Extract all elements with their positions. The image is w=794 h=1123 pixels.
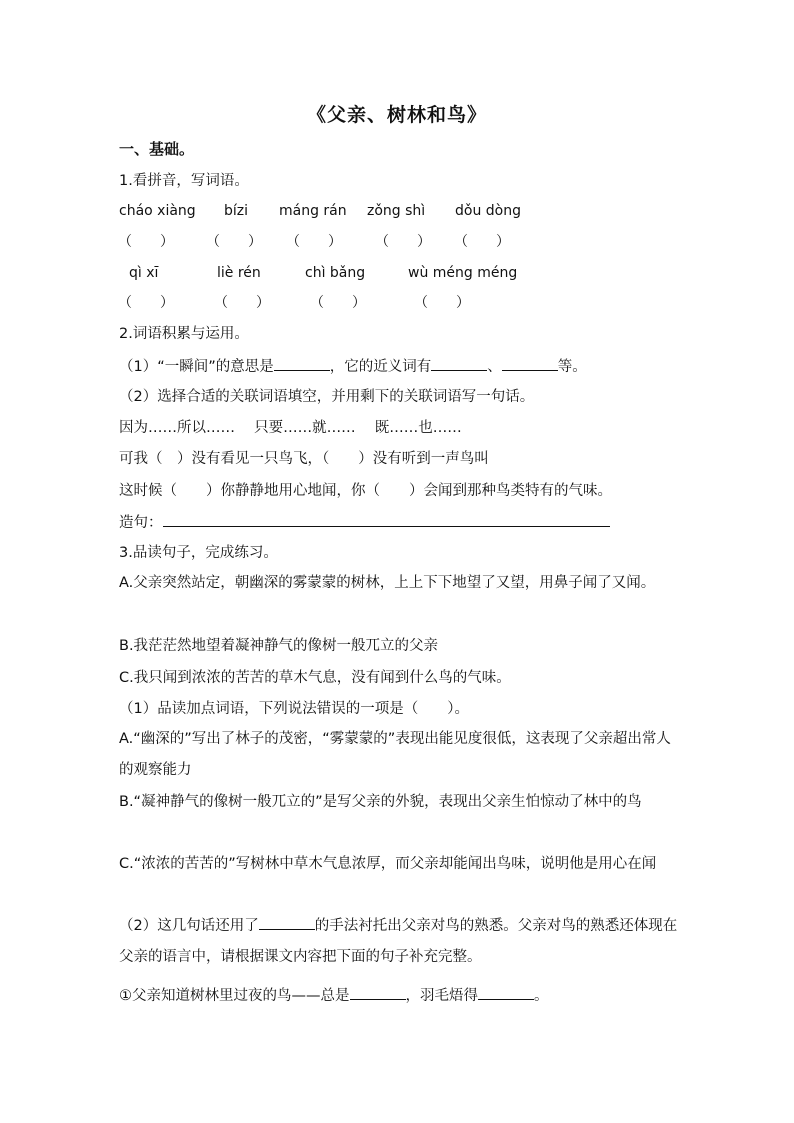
question-3: 3.品读句子，完成练习。: [119, 545, 278, 561]
option-b: B.“凝神静气的像树一般兀立的”是写父亲的外貌，表现出父亲生怕惊动了林中的鸟: [119, 794, 642, 810]
question-3-1: （1）品读加点词语，下列说法错误的一项是（ ）。: [119, 701, 469, 717]
fill-sentence-2: 这时候（ ）你静静地用心地闻，你（ ）会闻到那种鸟类特有的气味。: [119, 483, 612, 499]
page-title: 《父亲、树林和鸟》: [306, 104, 487, 126]
text: ①父亲知道树林里过夜的鸟——总是: [119, 988, 350, 1004]
pinyin-item: wù méng méng: [408, 265, 518, 281]
answer-blank[interactable]: （ ）: [214, 295, 270, 311]
text: ，它的近义词有: [329, 359, 432, 375]
answer-blank[interactable]: （ ）: [414, 295, 470, 311]
fill-sentence-1: 可我（ ）没有看见一只鸟飞，（ ）没有听到一声鸟叫: [119, 451, 489, 467]
answer-blank[interactable]: （ ）: [286, 234, 342, 250]
text: 、: [487, 359, 502, 375]
sentence-blank[interactable]: [163, 512, 610, 527]
pinyin-item: zǒng shì: [367, 203, 426, 219]
sentence-c: C.我只闻到浓浓的苦苦的草木气息，没有闻到什么鸟的气味。: [119, 670, 511, 686]
pinyin-item: liè rén: [217, 265, 261, 281]
pinyin-item: qì xī: [129, 265, 159, 281]
fill-blank[interactable]: [502, 356, 558, 371]
sentence-a: A.父亲突然站定，朝幽深的雾蒙蒙的树林，上上下下地望了又望，用鼻子闻了又闻。: [119, 575, 656, 591]
answer-blank[interactable]: （ ）: [206, 234, 262, 250]
text: 的手法衬托出父亲对鸟的熟悉。父亲对鸟的熟悉还体现在父亲的语言中，请根据课文内容把下面的句子补充完整。: [119, 918, 678, 965]
pinyin-item: cháo xiàng: [119, 203, 196, 219]
question-2-1: [119, 356, 587, 377]
make-sentence: [119, 512, 610, 533]
sentence-b: B.我茫茫然地望着凝神静气的像树一般兀立的父亲: [119, 638, 439, 654]
question-1: 1.看拼音，写词语。: [119, 173, 249, 189]
text: （2）这几句话还用了: [119, 918, 259, 934]
fill-blank[interactable]: [274, 356, 330, 371]
pinyin-item: bízi: [224, 203, 249, 219]
text: 。: [534, 988, 549, 1004]
answer-blank[interactable]: （ ）: [118, 234, 174, 250]
question-3-2: [119, 911, 679, 973]
conjunction-options: 因为……所以…… 只要……就…… 既……也……: [119, 420, 462, 436]
make-sentence-label: 造句：: [119, 515, 163, 531]
pinyin-item: dǒu dòng: [455, 203, 521, 219]
text: 等。: [557, 359, 587, 375]
question-2-2: （2）选择合适的关联词语填空，并用剩下的关联词语写一句话。: [119, 389, 535, 405]
pinyin-item: chì bǎng: [305, 265, 366, 281]
fill-blank[interactable]: [350, 985, 406, 1000]
text: ，羽毛焐得: [405, 988, 478, 1004]
text: （1）“一瞬间”的意思是: [119, 359, 274, 375]
answer-blank[interactable]: （ ）: [118, 295, 174, 311]
question-2: 2.词语积累与运用。: [119, 326, 249, 342]
option-a: A.“幽深的”写出了林子的茂密，“雾蒙蒙的”表现出能见度很低，这表现了父亲超出常人的观察能力: [119, 731, 671, 778]
question-3-2-item: [119, 985, 549, 1006]
answer-blank[interactable]: （ ）: [454, 234, 510, 250]
section-heading: 一、基础。: [119, 140, 195, 158]
fill-blank[interactable]: [259, 915, 315, 930]
fill-blank[interactable]: [478, 985, 534, 1000]
answer-blank[interactable]: （ ）: [375, 234, 431, 250]
fill-blank[interactable]: [431, 356, 487, 371]
pinyin-item: máng rán: [279, 203, 347, 219]
option-c: C.“浓浓的苦苦的”写树林中草木气息浓厚，而父亲却能闻出鸟味，说明他是用心在闻: [119, 856, 657, 872]
answer-blank[interactable]: （ ）: [310, 295, 366, 311]
